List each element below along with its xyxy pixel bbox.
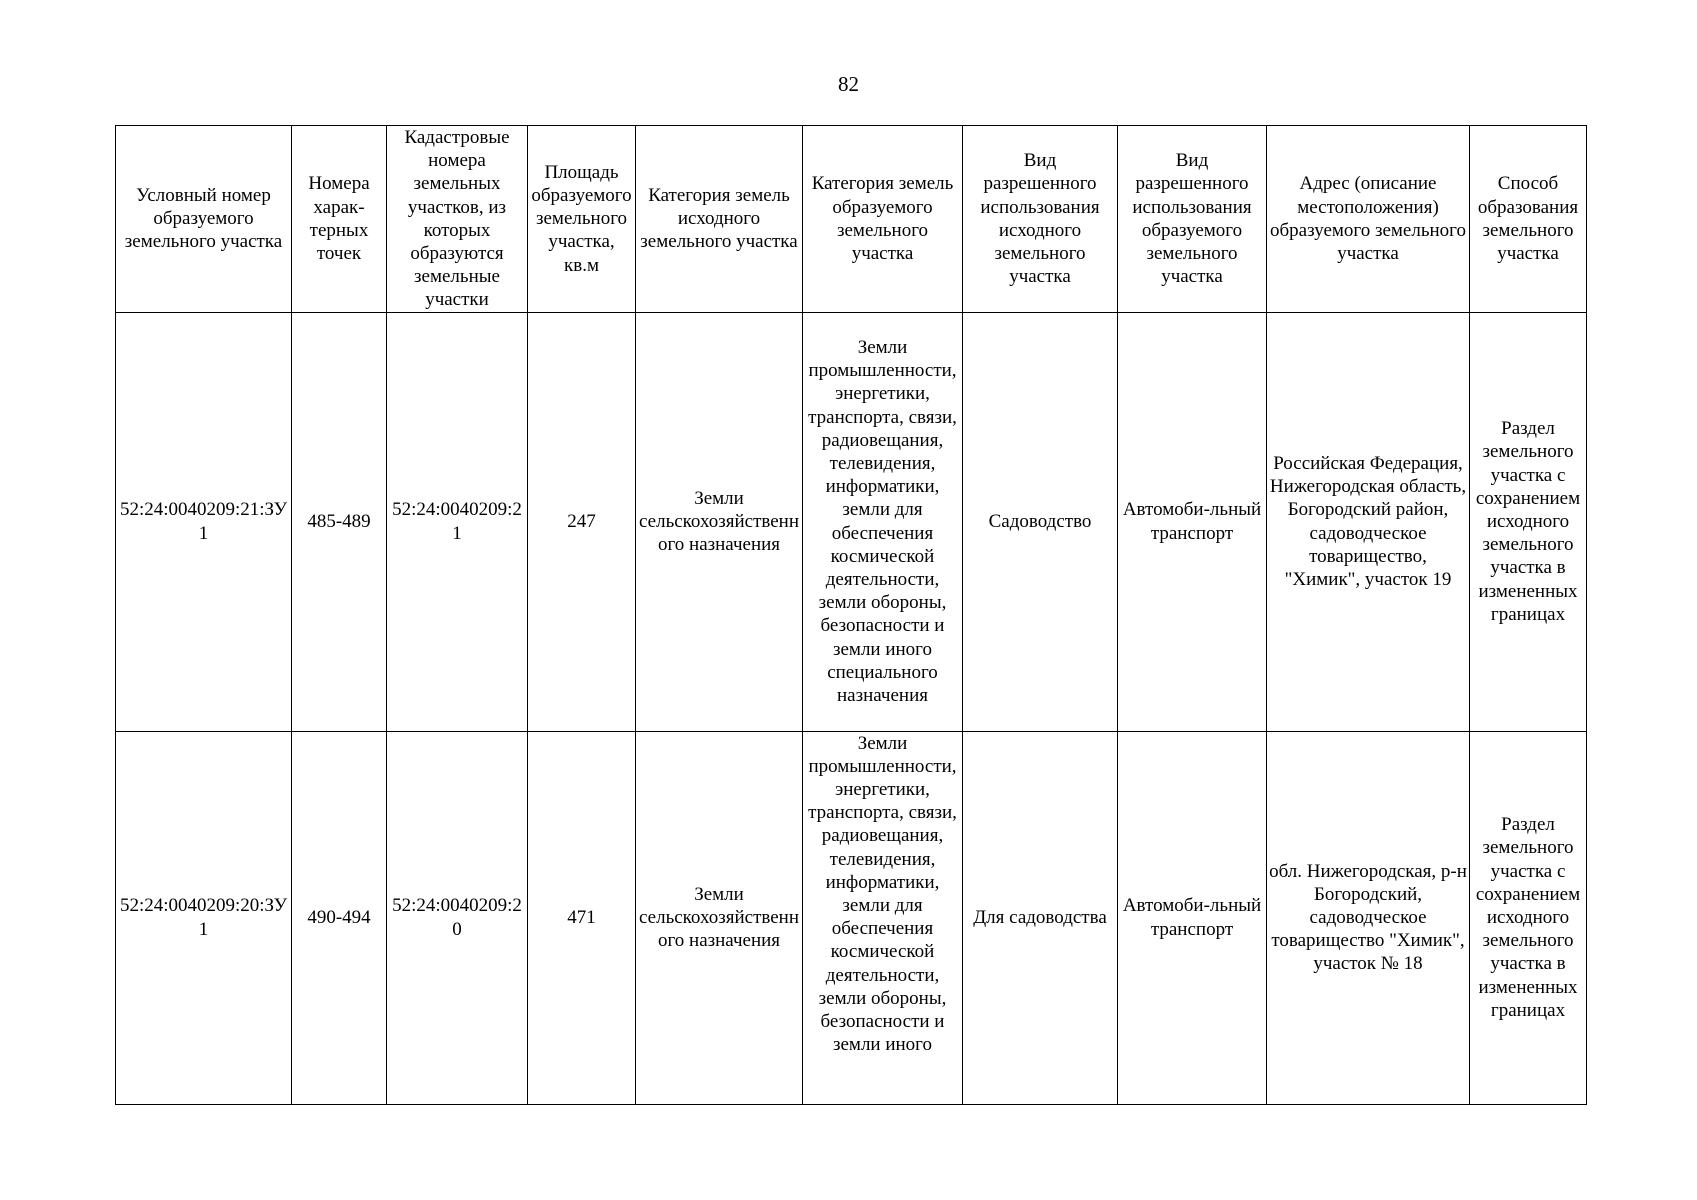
cell-area: 471: [528, 731, 636, 1104]
header-use-source: Вид разрешенного использования исходного земельного участка: [963, 126, 1118, 313]
header-method: Способ образования земельного участка: [1470, 126, 1587, 313]
cell-area: 247: [528, 312, 636, 731]
cell-address: обл. Нижегородская, р-н Богородский, садоводческое товарищество "Химик", участок № 18: [1267, 731, 1470, 1104]
cell-address: Российская Федерация, Нижегородская область, Богородский район, садоводческое товарищество, "Химик", участок 19: [1267, 312, 1470, 731]
cell-cadastral: 52:24:0040209:20: [387, 731, 528, 1104]
cell-use-new: Автомоби-льный транспорт: [1118, 731, 1267, 1104]
cell-method: Раздел земельного участка с сохранением исходного земельного участка в измененных границах: [1470, 731, 1587, 1104]
cell-plot-number: 52:24:0040209:21:ЗУ1: [116, 312, 292, 731]
table-header-row: [116, 126, 1587, 313]
cell-points: 490-494: [292, 731, 387, 1104]
header-points: Номера харак-терных точек: [292, 126, 387, 313]
cell-category-new-wrap: [803, 731, 963, 1104]
header-plot-number: Условный номер образуемого земельного участка: [116, 126, 292, 313]
header-category-source: Категория земель исходного земельного участка: [636, 126, 803, 313]
page-number: 82: [838, 72, 859, 96]
header-cadastral-numbers: Кадастровые номера земельных участков, из которых образуются земельные участки: [387, 126, 528, 313]
table-row: [116, 731, 1587, 1104]
cell-use-source: Для садоводства: [963, 731, 1118, 1104]
table-row: [116, 312, 1587, 731]
cell-category-new: Земли промышленности, энергетики, транспорта, связи, радиовещания, телевидения, информатики, земли для обеспечения космической деятельности, земли обороны, безопасности и земли иного специального назначения: [803, 312, 963, 731]
cell-use-source: Садоводство: [963, 312, 1118, 731]
cell-cadastral: 52:24:0040209:21: [387, 312, 528, 731]
header-address: Адрес (описание местоположения) образуемого земельного участка: [1267, 126, 1470, 313]
cell-plot-number: 52:24:0040209:20:ЗУ1: [116, 731, 292, 1104]
land-plots-table: [115, 125, 1587, 1105]
cell-method: Раздел земельного участка с сохранением исходного земельного участка в измененных границах: [1470, 312, 1587, 731]
header-category-new: Категория земель образуемого земельного участка: [803, 126, 963, 313]
cell-points: 485-489: [292, 312, 387, 731]
cell-category-source: Земли сельскохозяйственного назначения: [636, 312, 803, 731]
cell-use-new: Автомоби-льный транспорт: [1118, 312, 1267, 731]
cell-category-new: Земли промышленности, энергетики, транспорта, связи, радиовещания, телевидения, информатики, земли для обеспечения космической деятельности, земли обороны, безопасности и земли иного: [808, 732, 957, 1056]
header-area: Площадь образуемого земельного участка, кв.м: [528, 126, 636, 313]
header-use-new: Вид разрешенного использования образуемого земельного участка: [1118, 126, 1267, 313]
cell-category-source: Земли сельскохозяйственного назначения: [636, 731, 803, 1104]
